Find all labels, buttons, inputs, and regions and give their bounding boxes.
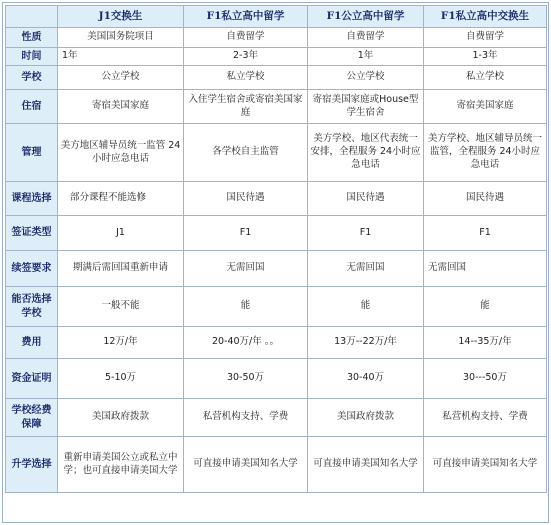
col-head-j1: J1交换生 — [58, 6, 184, 28]
col-head-f1-public: F1公立高中留学 — [308, 6, 424, 28]
table-cell: 30-40万 — [308, 359, 424, 399]
table-cell: 无需回国 — [184, 251, 308, 287]
table-cell: 美方地区辅导员统一监管 24小时应急电话 — [58, 124, 184, 182]
table-cell: 可直接申请美国知名大学 — [308, 437, 424, 493]
table-cell: 30---50万 — [424, 359, 547, 399]
table-row — [6, 48, 547, 66]
table-row — [6, 359, 547, 399]
table-cell: 30-50万 — [184, 359, 308, 399]
row-label: 能否选择学校 — [6, 287, 58, 327]
table-cell: 2-3年 — [184, 48, 308, 66]
table-row — [6, 216, 547, 251]
table-cell: 公立学校 — [58, 66, 184, 90]
row-label: 资金证明 — [6, 359, 58, 399]
table-cell: 美方学校、地区代表统一安排，全程服务 24小时应急电话 — [308, 124, 424, 182]
table-cell: 5-10万 — [58, 359, 184, 399]
table-row — [6, 182, 547, 216]
table-cell: F1 — [308, 216, 424, 251]
table-cell: 期满后需回国重新申请 — [58, 251, 184, 287]
table-cell: 国民待遇 — [308, 182, 424, 216]
row-label: 续签要求 — [6, 251, 58, 287]
table-cell: 私营机构支持、学费 — [184, 399, 308, 437]
row-label: 学校 — [6, 66, 58, 90]
table-cell: 私立学校 — [424, 66, 547, 90]
table-cell: 20-40万/年 。。 — [184, 327, 308, 359]
table-cell: F1 — [424, 216, 547, 251]
table-row — [6, 66, 547, 90]
table-cell: F1 — [184, 216, 308, 251]
table-cell: 自费留学 — [308, 28, 424, 48]
table-cell: 美国政府拨款 — [58, 399, 184, 437]
table-frame — [2, 2, 549, 523]
comparison-table — [5, 5, 547, 493]
table-cell: 寄宿美国家庭 — [58, 90, 184, 124]
table-cell: 能 — [424, 287, 547, 327]
table-cell: 国民待遇 — [424, 182, 547, 216]
table-row — [6, 287, 547, 327]
table-row — [6, 90, 547, 124]
table-cell: 寄宿美国家庭或House型学生宿舍 — [308, 90, 424, 124]
row-label: 签证类型 — [6, 216, 58, 251]
table-row — [6, 124, 547, 182]
row-label: 课程选择 — [6, 182, 58, 216]
table-cell: 无需回国 — [308, 251, 424, 287]
row-label: 费用 — [6, 327, 58, 359]
table-cell: 可直接申请美国知名大学 — [184, 437, 308, 493]
row-label: 学校经费保障 — [6, 399, 58, 437]
table-cell: 1年 — [308, 48, 424, 66]
table-cell: 公立学校 — [308, 66, 424, 90]
table-cell: 国民待遇 — [184, 182, 308, 216]
table-row — [6, 251, 547, 287]
table-row — [6, 399, 547, 437]
table-cell: 可直接申请美国知名大学 — [424, 437, 547, 493]
table-cell: 美国政府拨款 — [308, 399, 424, 437]
table-row — [6, 437, 547, 493]
table-cell: 一般不能 — [58, 287, 184, 327]
table-cell: J1 — [58, 216, 184, 251]
corner-cell — [6, 6, 58, 28]
table-cell: 无需回国 — [424, 251, 547, 287]
row-label: 升学选择 — [6, 437, 58, 493]
table-cell: 私立学校 — [184, 66, 308, 90]
table-row — [6, 28, 547, 48]
col-head-f1-private: F1私立高中留学 — [184, 6, 308, 28]
table-cell: 自费留学 — [184, 28, 308, 48]
table-row — [6, 327, 547, 359]
row-label: 管理 — [6, 124, 58, 182]
table-cell: 各学校自主监管 — [184, 124, 308, 182]
table-cell: 能 — [308, 287, 424, 327]
table-cell: 1年 — [58, 48, 184, 66]
table-cell: 14--35万/年 — [424, 327, 547, 359]
col-head-f1-private-exchange: F1私立高中交换生 — [424, 6, 547, 28]
row-label: 时间 — [6, 48, 58, 66]
row-label: 住宿 — [6, 90, 58, 124]
table-cell: 自费留学 — [424, 28, 547, 48]
table-cell: 部分课程不能选修 — [58, 182, 184, 216]
table-cell: 寄宿美国家庭 — [424, 90, 547, 124]
table-cell: 美国国务院项目 — [58, 28, 184, 48]
table-cell: 重新申请美国公立或私立中学；也可直接申请美国大学 — [58, 437, 184, 493]
header-row — [6, 6, 547, 28]
table-cell: 美方学校、地区辅导员统一监管，全程服务 24小时应急电话 — [424, 124, 547, 182]
table-cell: 私营机构支持、学费 — [424, 399, 547, 437]
table-cell: 入住学生宿舍或寄宿美国家庭 — [184, 90, 308, 124]
table-cell: 能 — [184, 287, 308, 327]
table-cell: 13万--22万/年 — [308, 327, 424, 359]
table-cell: 1-3年 — [424, 48, 547, 66]
row-label: 性质 — [6, 28, 58, 48]
table-cell: 12万/年 — [58, 327, 184, 359]
